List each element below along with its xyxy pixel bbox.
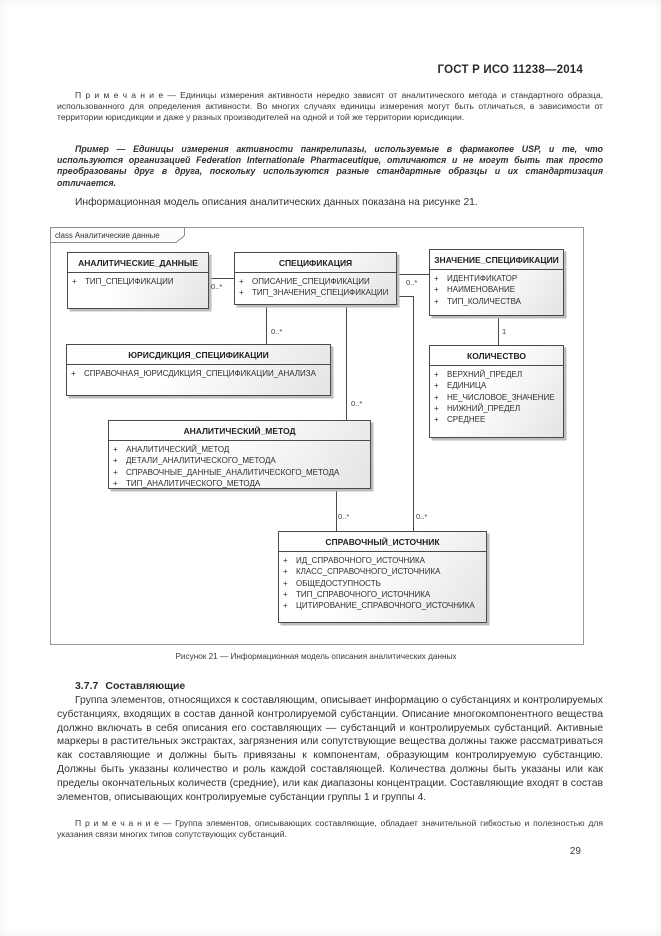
visibility-plus-icon: +	[434, 403, 439, 413]
page-number: 29	[569, 846, 581, 857]
uml-attribute-list	[67, 365, 330, 379]
uml-attribute-list	[109, 441, 370, 489]
uml-attribute-name: ЕДИНИЦА	[447, 381, 487, 391]
note-label: П р и м е ч а н и е	[75, 90, 164, 100]
visibility-plus-icon: +	[434, 274, 439, 283]
uml-class-specification-value	[429, 249, 564, 316]
uml-class-title: СПРАВОЧНЫЙ_ИСТОЧНИК	[279, 532, 486, 552]
uml-attribute	[113, 444, 367, 455]
uml-attribute-name: СРЕДНЕЕ	[447, 415, 486, 425]
uml-attribute-name: ТИП_КОЛИЧЕСТВА	[447, 296, 522, 306]
visibility-plus-icon: +	[434, 285, 439, 295]
uml-class-specification-jurisdiction	[66, 344, 331, 396]
connector-specification-source-v	[413, 296, 414, 531]
uml-attribute-list	[430, 270, 563, 307]
uml-attribute-name: СПРАВОЧНАЯ_ЮРИСДИКЦИЯ_СПЕЦИФИКАЦИИ_АНАЛИЗА	[84, 369, 316, 378]
visibility-plus-icon: +	[113, 478, 118, 488]
uml-attribute-name: АНАЛИТИЧЕСКИЙ_МЕТОД	[126, 445, 230, 454]
visibility-plus-icon: +	[71, 369, 76, 378]
multiplicity-label-m-method-source: 0..*	[338, 512, 350, 521]
connector-value-quantity	[498, 316, 499, 345]
uml-attribute-name: НАИМЕНОВАНИЕ	[447, 285, 516, 295]
note-label: П р и м е ч а н и е	[75, 818, 159, 828]
uml-class-title: ЮРИСДИКЦИЯ_СПЕЦИФИКАЦИИ	[67, 345, 330, 365]
multiplicity-label-m-value-quantity: 1	[502, 327, 507, 336]
connector-specification-value	[397, 274, 429, 275]
visibility-plus-icon: +	[113, 467, 118, 477]
section-heading	[57, 680, 603, 692]
uml-attribute	[434, 284, 560, 295]
uml-attribute-list	[279, 552, 486, 611]
uml-attribute-list	[68, 273, 208, 287]
connector-method-source	[336, 489, 337, 531]
visibility-plus-icon: +	[239, 288, 244, 298]
uml-frame-label: class Аналитические данные	[55, 231, 160, 240]
uml-attribute-name: КЛАСС_СПРАВОЧНОГО_ИСТОЧНИКА	[296, 567, 441, 577]
uml-class-title: СПЕЦИФИКАЦИЯ	[235, 253, 396, 273]
uml-class-title: ЗНАЧЕНИЕ_СПЕЦИФИКАЦИИ	[430, 250, 563, 270]
uml-class-specification	[234, 252, 397, 305]
note-text: — Единицы измерения активности нередко зависят от аналитического метода и стандартного образца, использованного для определения активности. Во многих случаях единицы измерения могут быть отличаться, в зависимости от территории юрисдикции и даже у разных производителей на одной и той же территории юрисдикции.	[57, 90, 604, 123]
uml-attribute-name: ТИП_АНАЛИТИЧЕСКОГО_МЕТОДА	[126, 478, 261, 488]
uml-attribute	[239, 287, 393, 298]
uml-attribute	[71, 368, 327, 379]
uml-attribute-name: ЦИТИРОВАНИЕ_СПРАВОЧНОГО_ИСТОЧНИКА	[296, 601, 475, 611]
uml-attribute	[434, 380, 560, 391]
uml-class-title: АНАЛИТИЧЕСКИЕ_ДАННЫЕ	[68, 253, 208, 273]
uml-attribute-name: ОБЩЕДОСТУПНОСТЬ	[296, 578, 381, 588]
uml-attribute-name: ИДЕНТИФИКАТОР	[447, 274, 518, 283]
uml-attribute-name: СПРАВОЧНЫЕ_ДАННЫЕ_АНАЛИТИЧЕСКОГО_МЕТОДА	[126, 467, 340, 477]
uml-frame-tab	[50, 227, 186, 244]
uml-attribute-name: НЕ_ЧИСЛОВОЕ_ЗНАЧЕНИЕ	[447, 392, 555, 402]
multiplicity-label-m-spec-source: 0..*	[416, 512, 428, 521]
uml-attribute-name: НИЖНИЙ_ПРЕДЕЛ	[447, 403, 521, 413]
uml-attribute-name: ТИП_СПЕЦИФИКАЦИИ	[85, 277, 174, 286]
uml-class-analytical-method	[108, 420, 371, 489]
uml-attribute	[283, 600, 483, 611]
section-title: Составляющие	[105, 680, 186, 692]
note-text: — Группа элементов, описывающих составляющие, обладает значительной гибкостью и полезностью для указания связи многих типов сопутствующих субстанций.	[57, 818, 604, 840]
visibility-plus-icon: +	[283, 601, 288, 611]
uml-attribute	[239, 276, 393, 287]
visibility-plus-icon: +	[434, 370, 439, 379]
connector-specification-method	[346, 305, 347, 420]
uml-attribute	[434, 369, 560, 380]
visibility-plus-icon: +	[283, 567, 288, 577]
multiplicity-label-m-spec-jurisdiction: 0..*	[271, 327, 283, 336]
visibility-plus-icon: +	[113, 456, 118, 466]
uml-frame	[50, 227, 584, 645]
visibility-plus-icon: +	[434, 392, 439, 402]
example-paragraph: Пример — Единицы измерения активности панкрелипазы, используемые в фармакопее USP, и те, что используются организацией Federation Internationale Pharmaceutique, отличаются и не могут быть так просто преобразованы друг в друга, поскольку используются разные стандартные образцы и их стандартизация отличается.	[57, 144, 603, 188]
uml-class-reference-source	[278, 531, 487, 623]
uml-attribute-list	[430, 366, 563, 425]
multiplicity-label-m-spec-value: 0..*	[406, 278, 418, 287]
note-paragraph-2	[57, 818, 603, 840]
connector-analyticaldata-specification	[209, 278, 234, 279]
uml-attribute	[283, 589, 483, 600]
uml-attribute	[113, 467, 367, 478]
uml-attribute	[434, 273, 560, 284]
connector-specification-jurisdiction	[266, 305, 267, 344]
uml-attribute	[113, 455, 367, 466]
uml-attribute	[113, 478, 367, 489]
uml-attribute	[283, 566, 483, 577]
note-paragraph-1	[57, 90, 603, 124]
body-paragraph: Группа элементов, относящихся к составляющим, описывает информацию о субстанциях и контролируемых субстанциях, входящих в состав данной контролируемой субстанции. Описание многокомпонентного вещества должно включать в себя описания его составляющих — субстанций и контролируемых субстанций. Активные маркеры в растительных экстрактах, загрязнения или сопутствующие вещества должны также рассматриваться как составляющие и должны быть привязаны к компонентам, образующим контролируемую субстанцию. Должны быть указаны количество и роль каждой составляющей. Количества должны быть указаны или как пределы окончательных количеств (средние), или как диапазоны концентрации. Составляющие входят в состав элементов, описывающих контролируемые субстанции группы 1 и группы 4.	[57, 695, 603, 803]
running-header: ГОСТ Р ИСО 11238—2014	[437, 64, 583, 76]
uml-attribute-name: ДЕТАЛИ_АНАЛИТИЧЕСКОГО_МЕТОДА	[126, 456, 276, 466]
uml-attribute-name: ОПИСАНИЕ_СПЕЦИФИКАЦИИ	[252, 277, 370, 286]
intro-paragraph: Информационная модель описания аналитических данных показана на рисунке 21.	[75, 197, 478, 208]
section-number: 3.7.7	[75, 680, 99, 692]
visibility-plus-icon: +	[434, 381, 439, 391]
uml-class-title: АНАЛИТИЧЕСКИЙ_МЕТОД	[109, 421, 370, 441]
uml-attribute	[283, 578, 483, 589]
uml-attribute	[434, 414, 560, 425]
multiplicity-label-m-spec-method: 0..*	[351, 399, 363, 408]
visibility-plus-icon: +	[283, 578, 288, 588]
visibility-plus-icon: +	[239, 277, 244, 286]
visibility-plus-icon: +	[72, 277, 77, 286]
uml-class-quantity	[429, 345, 564, 438]
visibility-plus-icon: +	[283, 589, 288, 599]
visibility-plus-icon: +	[283, 556, 288, 565]
uml-attribute-name: ТИП_ЗНАЧЕНИЯ_СПЕЦИФИКАЦИИ	[252, 288, 389, 298]
uml-attribute	[72, 276, 205, 287]
uml-attribute-name: ТИП_СПРАВОЧНОГО_ИСТОЧНИКА	[296, 589, 431, 599]
figure-caption: Рисунок 21 — Информационная модель описания аналитических данных	[175, 652, 457, 661]
multiplicity-label-m-data-spec: 0..*	[211, 282, 223, 291]
connector-specification-source-h	[399, 296, 413, 297]
uml-attribute	[434, 392, 560, 403]
uml-attribute-list	[235, 273, 396, 299]
uml-attribute	[434, 403, 560, 414]
uml-attribute	[434, 296, 560, 307]
visibility-plus-icon: +	[113, 445, 118, 454]
uml-class-analytical-data	[67, 252, 209, 309]
visibility-plus-icon: +	[434, 415, 439, 425]
uml-class-title: КОЛИЧЕСТВО	[430, 346, 563, 366]
uml-attribute-name: ВЕРХНИЙ_ПРЕДЕЛ	[447, 370, 523, 379]
uml-attribute-name: ИД_СПРАВОЧНОГО_ИСТОЧНИКА	[296, 556, 425, 565]
visibility-plus-icon: +	[434, 296, 439, 306]
uml-attribute	[283, 555, 483, 566]
